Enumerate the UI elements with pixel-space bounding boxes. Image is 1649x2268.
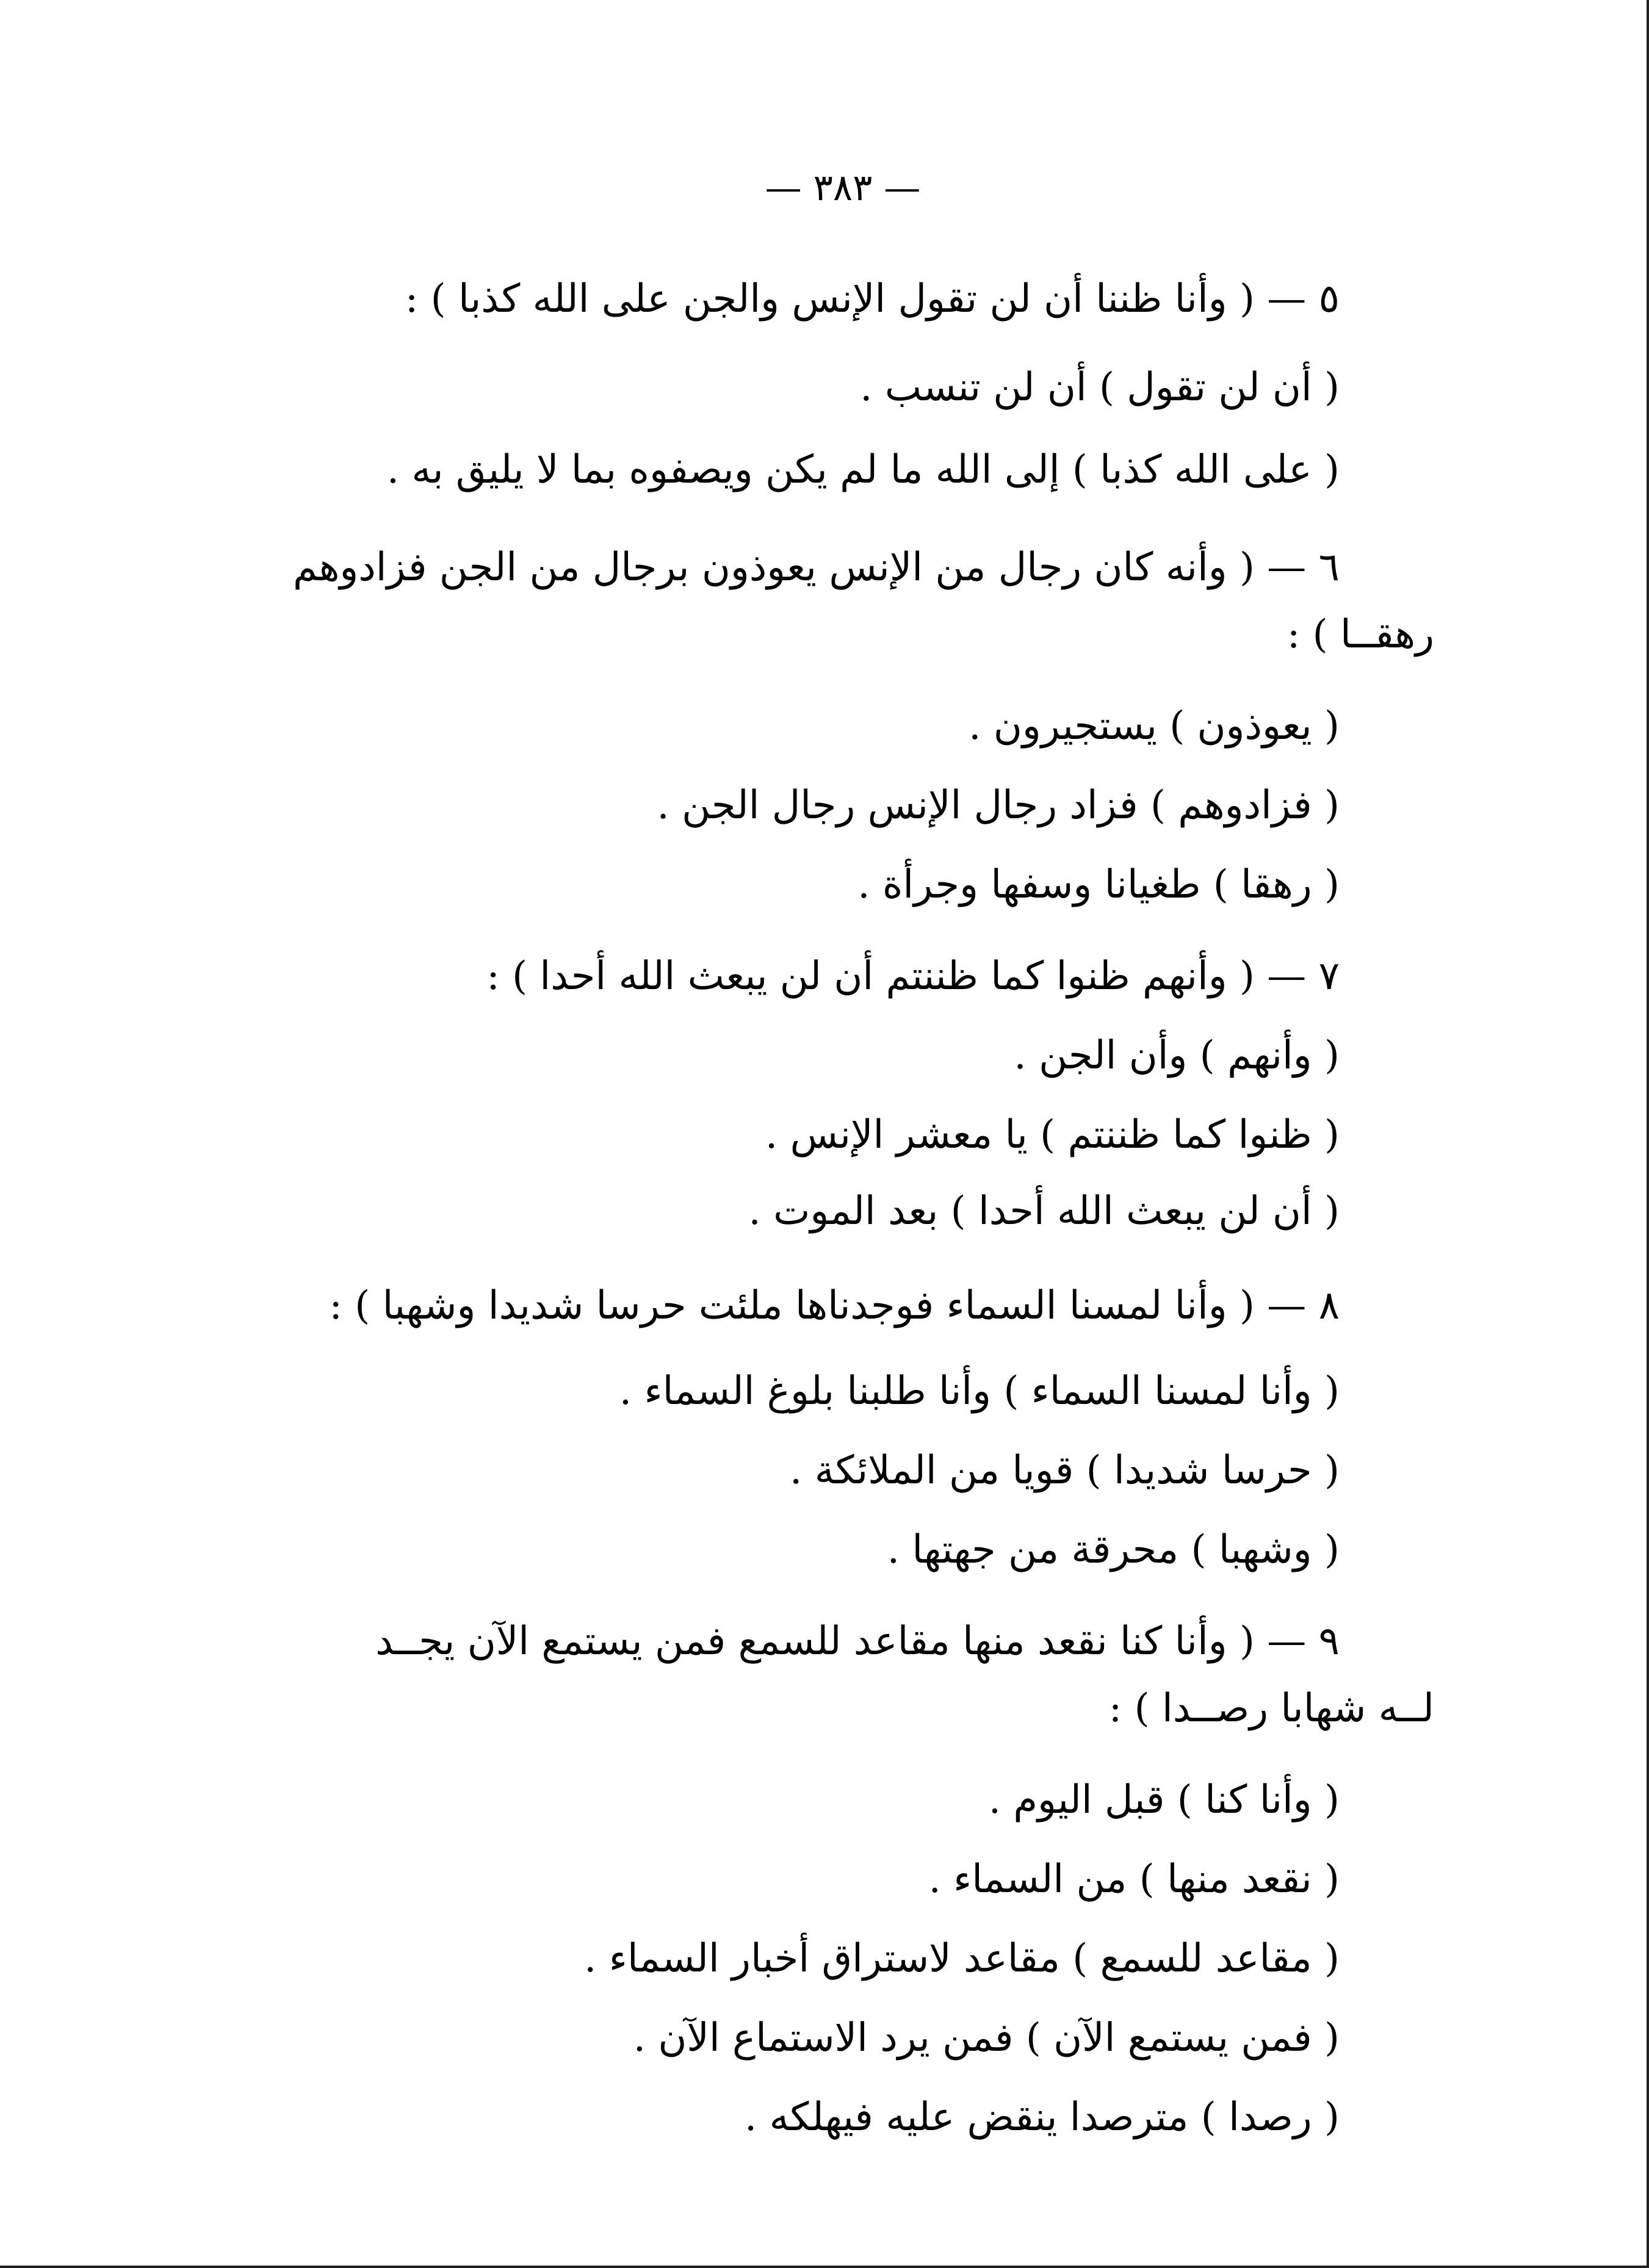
page-number: — ٣٨٣ —: [765, 167, 921, 209]
text-line: ( على الله كذبا ) إلى الله ما لم يكن ويصفوه بما لا يليق به .: [386, 447, 1340, 492]
page-border-bottom: [0, 2266, 1649, 2268]
text-line: ٦ — ( وأنه كان رجال من الإنس يعوذون برجال من الجن فزادوهم: [293, 545, 1340, 590]
text-line: ( حرسا شديدا ) قويا من الملائكة .: [790, 1448, 1340, 1493]
text-line: ( أن لن يبعث الله أحدا ) بعد الموت .: [748, 1189, 1340, 1234]
text-line: ( ظنوا كما ظننتم ) يا معشر الإنس .: [765, 1112, 1340, 1157]
text-line: ( أن لن تقول ) أن لن تنسب .: [860, 365, 1340, 410]
page-border-right: [1647, 0, 1649, 2268]
text-line: ( نقعد منها ) من السماء .: [928, 1857, 1340, 1902]
text-line: ( وأنا كنا ) قبل اليوم .: [988, 1777, 1340, 1823]
text-line: ٧ — ( وأنهم ظنوا كما ظننتم أن لن يبعث الله أحدا ) :: [486, 954, 1340, 999]
text-line: ( رهقا ) طغيانا وسفها وجرأة .: [857, 862, 1340, 907]
text-line: ٨ — ( وأنا لمسنا السماء فوجدناها ملئت حرسا شديدا وشهبا ) :: [329, 1283, 1340, 1328]
text-line: لــه شهابا رصــدا ) :: [1108, 1686, 1434, 1731]
text-line: ( وأنا لمسنا السماء ) وأنا طلبنا بلوغ السماء .: [619, 1369, 1340, 1414]
text-line: ٩ — ( وأنا كنا نقعد منها مقاعد للسمع فمن يستمع الآن يجــد: [375, 1619, 1340, 1664]
text-line: ( رصدا ) مترصدا ينقض عليه فيهلكه .: [744, 2095, 1340, 2140]
text-line: ( يعوذون ) يستجيرون .: [969, 704, 1340, 749]
text-line: ( وشهبا ) محرقة من جهتها .: [887, 1527, 1340, 1572]
text-line: ( وأنهم ) وأن الجن .: [1014, 1033, 1340, 1078]
text-line: رهقــا ) :: [1286, 612, 1434, 657]
text-line: ٥ — ( وأنا ظننا أن لن تقول الإنس والجن على الله كذبا ) :: [405, 276, 1340, 322]
text-line: ( فمن يستمع الآن ) فمن يرد الاستماع الآن .: [633, 2015, 1340, 2061]
text-line: ( مقاعد للسمع ) مقاعد لاستراق أخبار السماء .: [584, 1936, 1340, 1981]
text-line: ( فزادوهم ) فزاد رجال الإنس رجال الجن .: [657, 783, 1340, 828]
